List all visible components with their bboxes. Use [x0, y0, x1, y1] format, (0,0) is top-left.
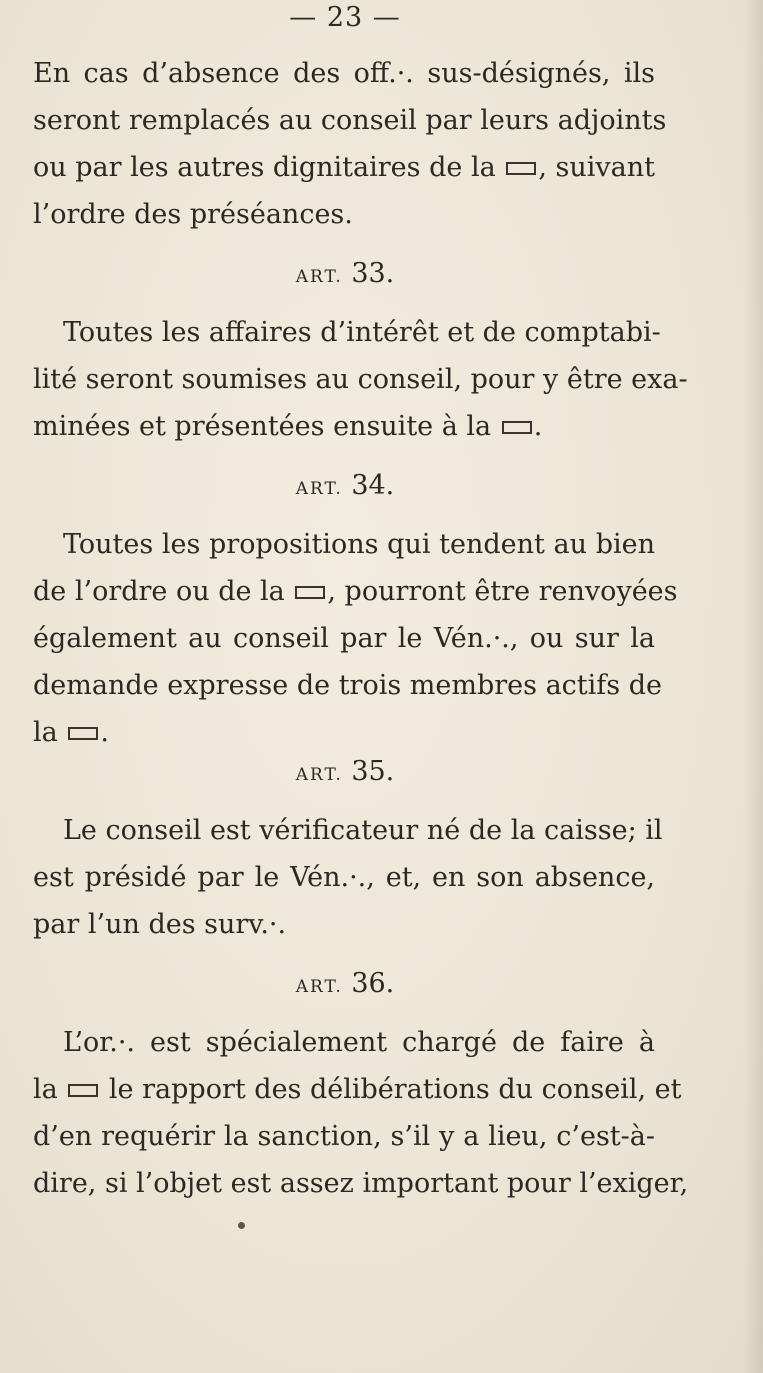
text-line: demande expresse de trois membres actifs de [33, 670, 662, 701]
article-number: 33. [351, 258, 395, 289]
lodge-rectangle-symbol-icon [506, 162, 536, 175]
page-number: — 23 — [289, 2, 401, 33]
text-line: est présidé par le Vén.·., et, en son absence, [33, 862, 655, 893]
text-line: lité seront soumises au conseil, pour y être exa- [33, 364, 688, 395]
text-line: d’en requérir la sanction, s’il y a lieu, c’est-à- [33, 1121, 655, 1152]
ink-speck [238, 1222, 245, 1229]
article-label: ART. [295, 765, 343, 785]
article-heading-33 [0, 260, 690, 287]
text-line [33, 1074, 682, 1105]
text-fragment: le rapport des délibérations du conseil, et [108, 1074, 682, 1105]
text-line [33, 154, 655, 181]
text-fragment: ou par les autres dignitaires de la [33, 152, 496, 183]
text-line: Toutes les affaires d’intérêt et de comptabi- [63, 317, 661, 348]
article-number: 34. [351, 470, 395, 501]
text-fragment: , suivant [538, 152, 655, 183]
text-fragment: . [533, 411, 543, 442]
text-line [33, 576, 678, 607]
text-line: seront remplacés au conseil par leurs adjoints [33, 105, 667, 136]
text-fragment: . [100, 717, 109, 748]
article-label: ART. [295, 267, 343, 287]
article-heading-35 [0, 758, 690, 785]
text-fragment: , pourront être renvoyées [327, 576, 678, 607]
article-number: 35. [351, 756, 395, 787]
article-label: ART. [295, 977, 343, 997]
text-fragment: la [33, 717, 58, 748]
article-label: ART. [295, 479, 343, 499]
text-line: L’or.·. est spécialement chargé de faire à [63, 1027, 655, 1058]
text-line: Le conseil est vérificateur né de la caisse; il [63, 815, 663, 846]
text-fragment: la [33, 1074, 58, 1105]
text-line: Toutes les propositions qui tendent au bien [63, 529, 655, 560]
lodge-rectangle-symbol-icon [68, 727, 98, 740]
text-line: dire, si l’objet est assez important pour l’exiger, [33, 1168, 689, 1199]
text-line: également au conseil par le Vén.·., ou sur la [33, 623, 655, 654]
lodge-rectangle-symbol-icon [68, 1084, 98, 1097]
article-heading-34 [0, 472, 690, 499]
page-edge-shadow [743, 0, 763, 1373]
lodge-rectangle-symbol-icon [295, 586, 325, 599]
text-fragment: minées et présentées ensuite à la [33, 411, 492, 442]
text-line [33, 719, 655, 746]
text-line: l’ordre des préséances. [33, 199, 353, 230]
text-line: En cas d’absence des off.·. sus-désignés, ils [33, 58, 655, 89]
lodge-rectangle-symbol-icon [502, 421, 532, 434]
article-heading-36 [0, 970, 690, 997]
text-line [33, 413, 655, 440]
text-fragment: de l’ordre ou de la [33, 576, 285, 607]
text-line: par l’un des surv.·. [33, 909, 287, 940]
article-number: 36. [351, 968, 395, 999]
